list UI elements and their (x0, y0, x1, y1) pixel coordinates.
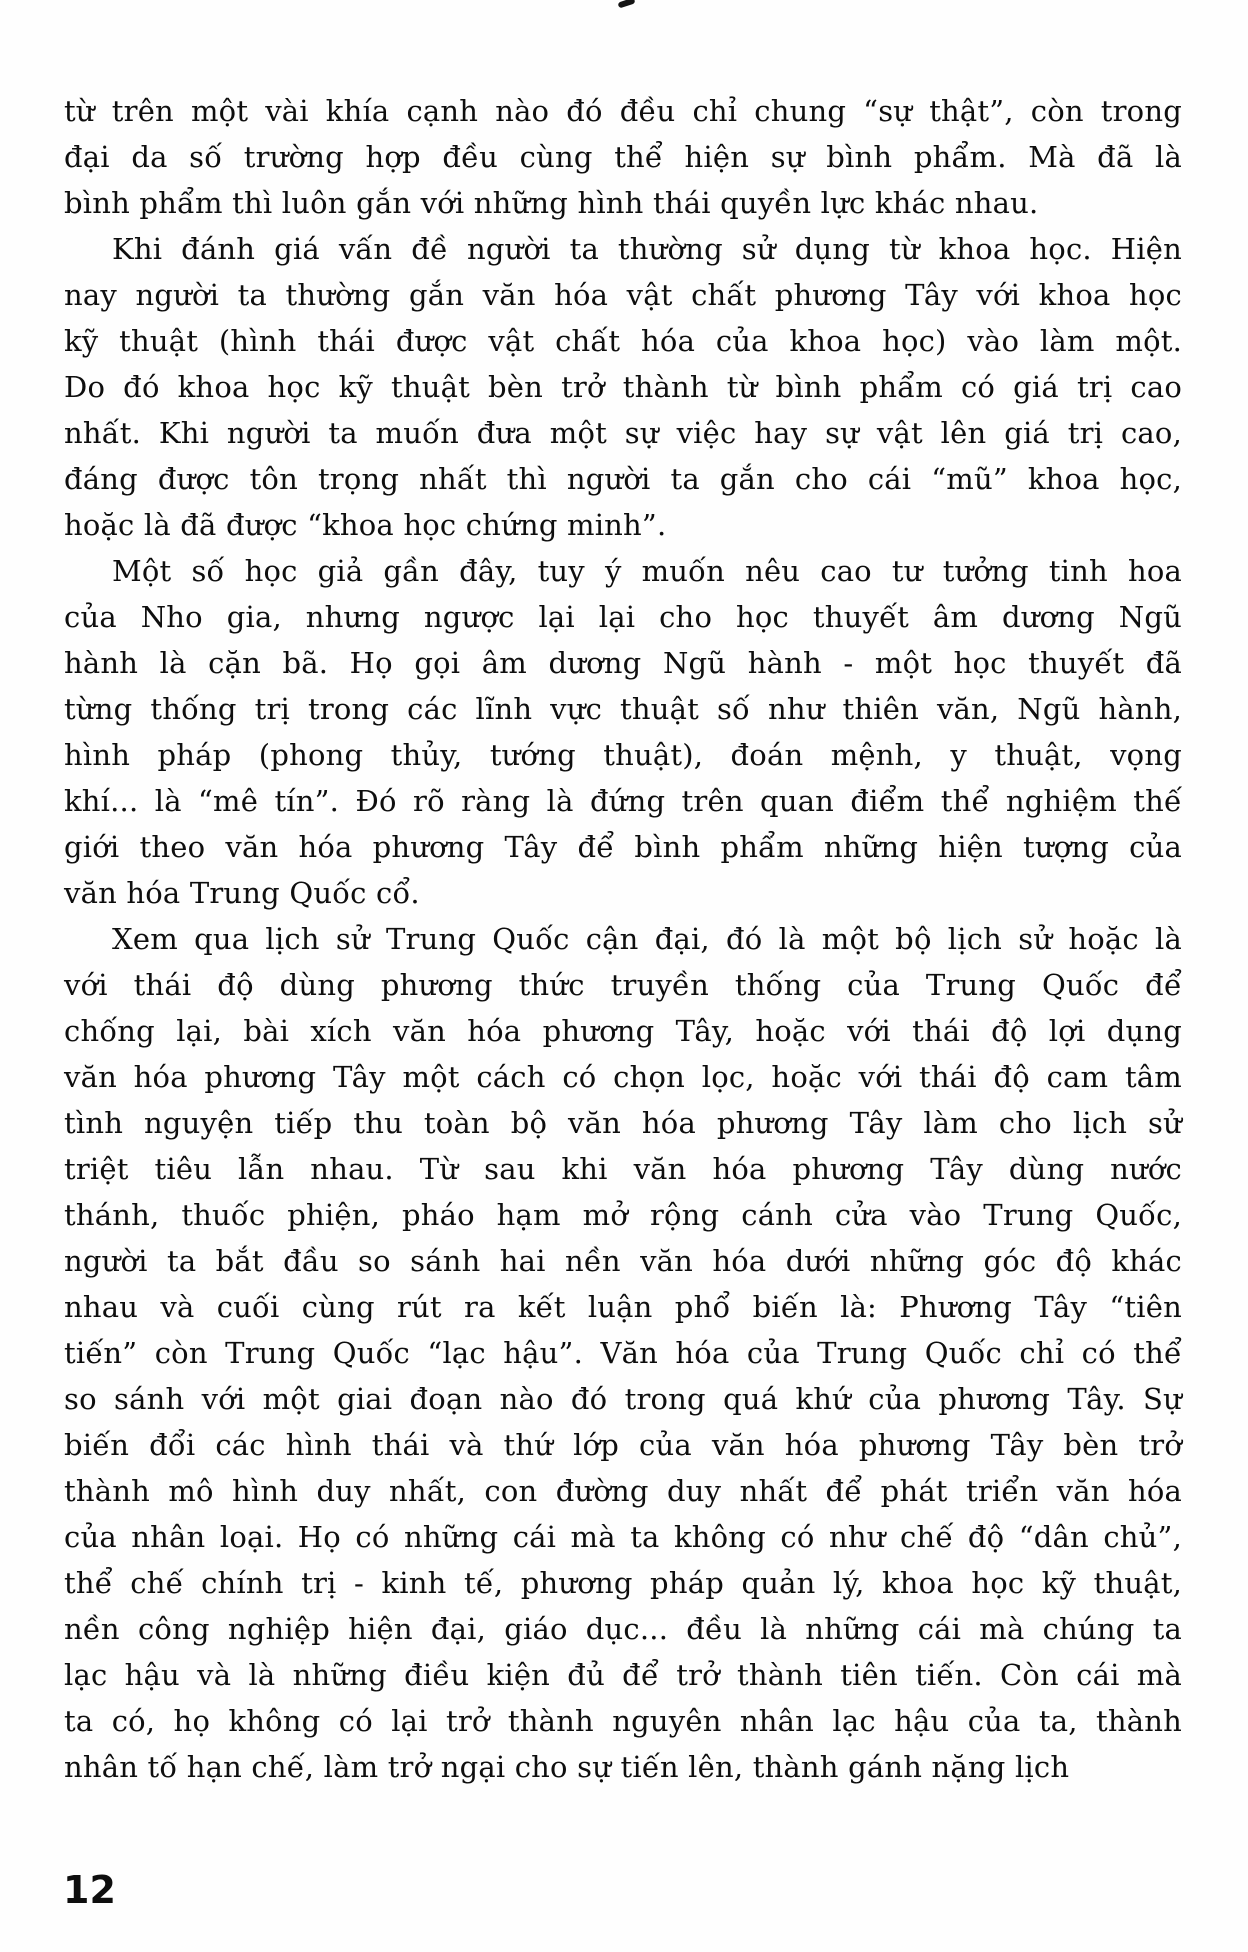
paragraph (64, 548, 1182, 916)
text-line: hoặc là đã được “khoa học chứng minh”. (64, 508, 667, 542)
text-line: triệt tiêu lẫn nhau. Từ sau khi văn hóa phương Tây dùng nước (64, 1152, 1182, 1186)
text-line: thể chế chính trị - kinh tế, phương pháp quản lý, khoa học kỹ thuật, (64, 1566, 1182, 1600)
text-line: thánh, thuốc phiện, pháo hạm mở rộng cánh cửa vào Trung Quốc, (64, 1198, 1182, 1232)
text-line: so sánh với một giai đoạn nào đó trong quá khứ của phương Tây. Sự (64, 1382, 1182, 1416)
text-line: nay người ta thường gắn văn hóa vật chất phương Tây với khoa học (64, 278, 1182, 312)
text-line: Một số học giả gần đây, tuy ý muốn nêu cao tư tưởng tinh hoa (112, 554, 1182, 588)
text-line: nhau và cuối cùng rút ra kết luận phổ biến là: Phương Tây “tiên (64, 1290, 1182, 1324)
text-line: từng thống trị trong các lĩnh vực thuật số như thiên văn, Ngũ hành, (64, 692, 1182, 726)
text-line: đại da số trường hợp đều cùng thể hiện sự bình phẩm. Mà đã là (64, 140, 1182, 174)
text-line: Do đó khoa học kỹ thuật bèn trở thành từ bình phẩm có giá trị cao (64, 370, 1182, 404)
text-line: chống lại, bài xích văn hóa phương Tây, hoặc với thái độ lợi dụng (64, 1014, 1182, 1048)
text-line: tiến” còn Trung Quốc “lạc hậu”. Văn hóa của Trung Quốc chỉ có thể (64, 1336, 1182, 1370)
text-line: người ta bắt đầu so sánh hai nền văn hóa dưới những góc độ khác (64, 1244, 1182, 1278)
text-line: nền công nghiệp hiện đại, giáo dục... đều là những cái mà chúng ta (64, 1612, 1182, 1646)
text-line: tình nguyện tiếp thu toàn bộ văn hóa phương Tây làm cho lịch sử (64, 1106, 1182, 1140)
text-line: thành mô hình duy nhất, con đường duy nhất để phát triển văn hóa (64, 1474, 1182, 1508)
text-line: giới theo văn hóa phương Tây để bình phẩm những hiện tượng của (64, 830, 1182, 864)
text-line: bình phẩm thì luôn gắn với những hình thái quyền lực khác nhau. (64, 186, 1039, 220)
text-line: của nhân loại. Họ có những cái mà ta không có như chế độ “dân chủ”, (64, 1520, 1182, 1554)
text-line: lạc hậu và là những điều kiện đủ để trở thành tiên tiến. Còn cái mà (64, 1658, 1182, 1692)
paragraph (64, 88, 1182, 226)
text-block (64, 88, 1182, 1790)
text-line: ta có, họ không có lại trở thành nguyên nhân lạc hậu của ta, thành (64, 1704, 1182, 1738)
text-line: đáng được tôn trọng nhất thì người ta gắn cho cái “mũ” khoa học, (64, 462, 1182, 496)
text-line: biến đổi các hình thái và thứ lớp của văn hóa phương Tây bèn trở (64, 1428, 1182, 1462)
text-line: kỹ thuật (hình thái được vật chất hóa của khoa học) vào làm một. (64, 324, 1182, 358)
paragraph (64, 916, 1182, 1790)
text-line: văn hóa Trung Quốc cổ. (64, 876, 420, 910)
text-line: nhân tố hạn chế, làm trở ngại cho sự tiến lên, thành gánh nặng lịch (64, 1750, 1070, 1784)
text-line: hành là cặn bã. Họ gọi âm dương Ngũ hành - một học thuyết đã (64, 646, 1182, 680)
text-line: Khi đánh giá vấn đề người ta thường sử dụng từ khoa học. Hiện (112, 232, 1182, 266)
text-line: của Nho gia, nhưng ngược lại lại cho học thuyết âm dương Ngũ (64, 600, 1182, 634)
text-line: từ trên một vài khía cạnh nào đó đều chỉ chung “sự thật”, còn trong (64, 94, 1182, 128)
scan-artifact (617, 0, 635, 8)
text-line: nhất. Khi người ta muốn đưa một sự việc hay sự vật lên giá trị cao, (64, 416, 1182, 450)
page-number: 12 (63, 1868, 116, 1912)
text-line: với thái độ dùng phương thức truyền thống của Trung Quốc để (64, 968, 1182, 1002)
text-line: khí... là “mê tín”. Đó rõ ràng là đứng trên quan điểm thể nghiệm thế (64, 784, 1182, 818)
paragraph (64, 226, 1182, 548)
text-line: hình pháp (phong thủy, tướng thuật), đoán mệnh, y thuật, vọng (64, 738, 1182, 772)
text-line: Xem qua lịch sử Trung Quốc cận đại, đó là một bộ lịch sử hoặc là (112, 922, 1182, 956)
text-line: văn hóa phương Tây một cách có chọn lọc, hoặc với thái độ cam tâm (64, 1060, 1182, 1094)
